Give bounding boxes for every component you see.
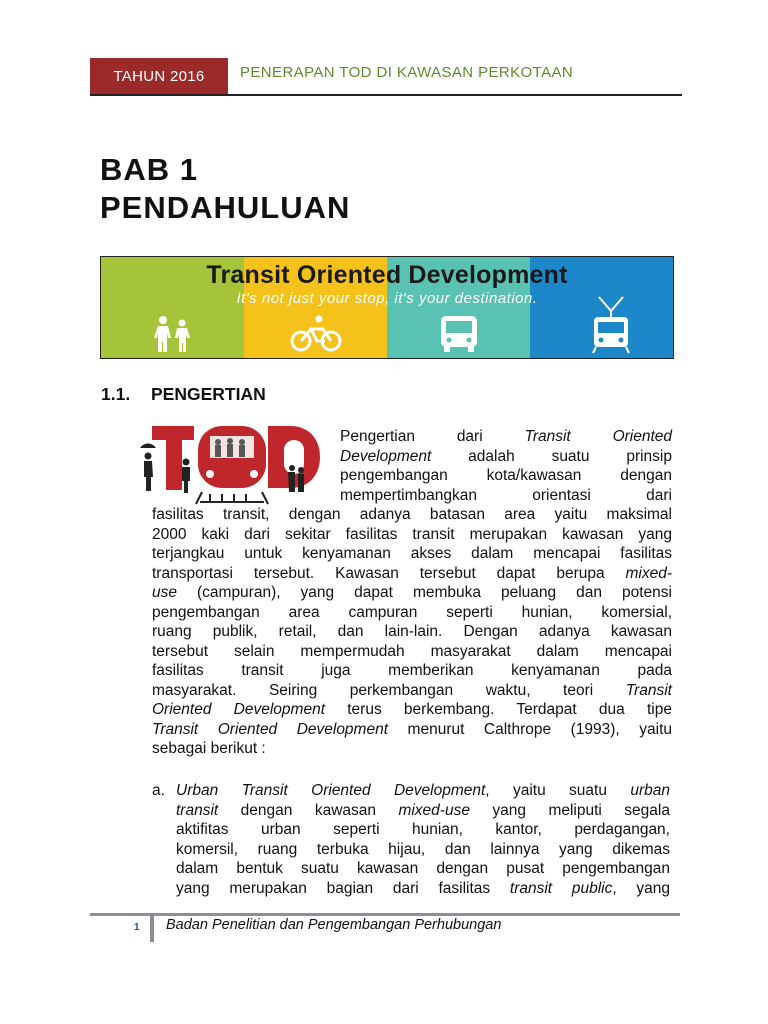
header-divider [90, 94, 682, 96]
list-item-line: Urban Transit Oriented Development, yaitu suatu urban [176, 782, 670, 799]
bus-icon [437, 315, 481, 353]
chapter-title: PENDAHULUAN [100, 190, 351, 225]
intro-paragraph-continued [152, 505, 672, 759]
paragraph-line: masyarakat. Seiring perkembangan waktu, teori Transit [152, 681, 672, 699]
paragraph-line: ruang publik, retail, dan lain-lain. Dengan adanya kawasan [152, 623, 672, 640]
paragraph-line: Transit Oriented Development menurut Calthrope (1993), yaitu [152, 720, 672, 738]
page-number: 1 [134, 922, 140, 933]
pedestrian-icon [151, 315, 195, 353]
intro-paragraph [340, 427, 672, 505]
section-number: 1.1. [101, 384, 131, 404]
paragraph-line: 2000 kaki dari sekitar fasilitas transit merupakan kawasan yang [152, 525, 672, 543]
paragraph-line: mempertimbangkan orientasi dari [340, 486, 672, 504]
paragraph-line: sebagai berikut : [152, 740, 266, 757]
list-item-a [176, 781, 670, 898]
banner-title: Transit Oriented Development [206, 261, 568, 289]
paragraph-line: fasilitas transit, dengan adanya batasan area yaitu maksimal [152, 506, 672, 523]
header-year: TAHUN 2016 [90, 58, 228, 94]
section-title: PENGERTIAN [151, 384, 266, 404]
list-marker-a: a. [152, 782, 165, 799]
list-item-line: dalam bentuk suatu kawasan dengan pusat pengembangan [176, 860, 670, 877]
chapter-number: BAB 1 [100, 152, 199, 187]
paragraph-line: terjangkau untuk kenyamanan akses dalam mencapai fasilitas [152, 545, 672, 562]
list-item-line: aktifitas urban seperti hunian, kantor, perdagangan, [176, 821, 670, 838]
paragraph-line: tersebut selain mempermudah masyarakat dalam mencapai [152, 642, 672, 660]
footer-institution: Badan Penelitian dan Pengembangan Perhubungan [166, 917, 502, 933]
paragraph-line: Oriented Development terus berkembang. Terdapat dua tipe [152, 701, 672, 718]
paragraph-line: pengembangan kota/kawasan dengan [340, 467, 673, 484]
list-item-line: yang merupakan bagian dari fasilitas transit public, yang [176, 879, 671, 897]
list-item-line: komersil, ruang terbuka hijau, dan lainnya yang dikemas [176, 840, 670, 858]
list-item-line: transit dengan kawasan mixed-use yang meliputi segala [176, 801, 670, 819]
paragraph-line: transportasi tersebut. Kawasan tersebut dapat berupa mixed- [152, 564, 672, 582]
section-heading [101, 384, 266, 405]
bicycle-icon [289, 315, 343, 353]
header-title: PENERAPAN TOD DI KAWASAN PERKOTAAN [240, 64, 574, 81]
footer-divider [90, 913, 680, 916]
tod-logo-image [140, 422, 320, 506]
paragraph-line: pengembangan area campuran seperti hunian, komersial, [152, 603, 672, 621]
banner-subtitle: It's not just your stop, it's your destination. [236, 290, 538, 307]
paragraph-line: use (campuran), yang dapat membuka peluang dan potensi [152, 584, 672, 601]
paragraph-line: Pengertian dari Transit Oriented [340, 428, 673, 445]
tod-banner [100, 256, 674, 359]
paragraph-line: fasilitas transit juga memberikan kenyamanan pada [152, 662, 672, 679]
footer-separator [150, 916, 154, 942]
paragraph-line: Development adalah suatu prinsip [340, 447, 672, 465]
